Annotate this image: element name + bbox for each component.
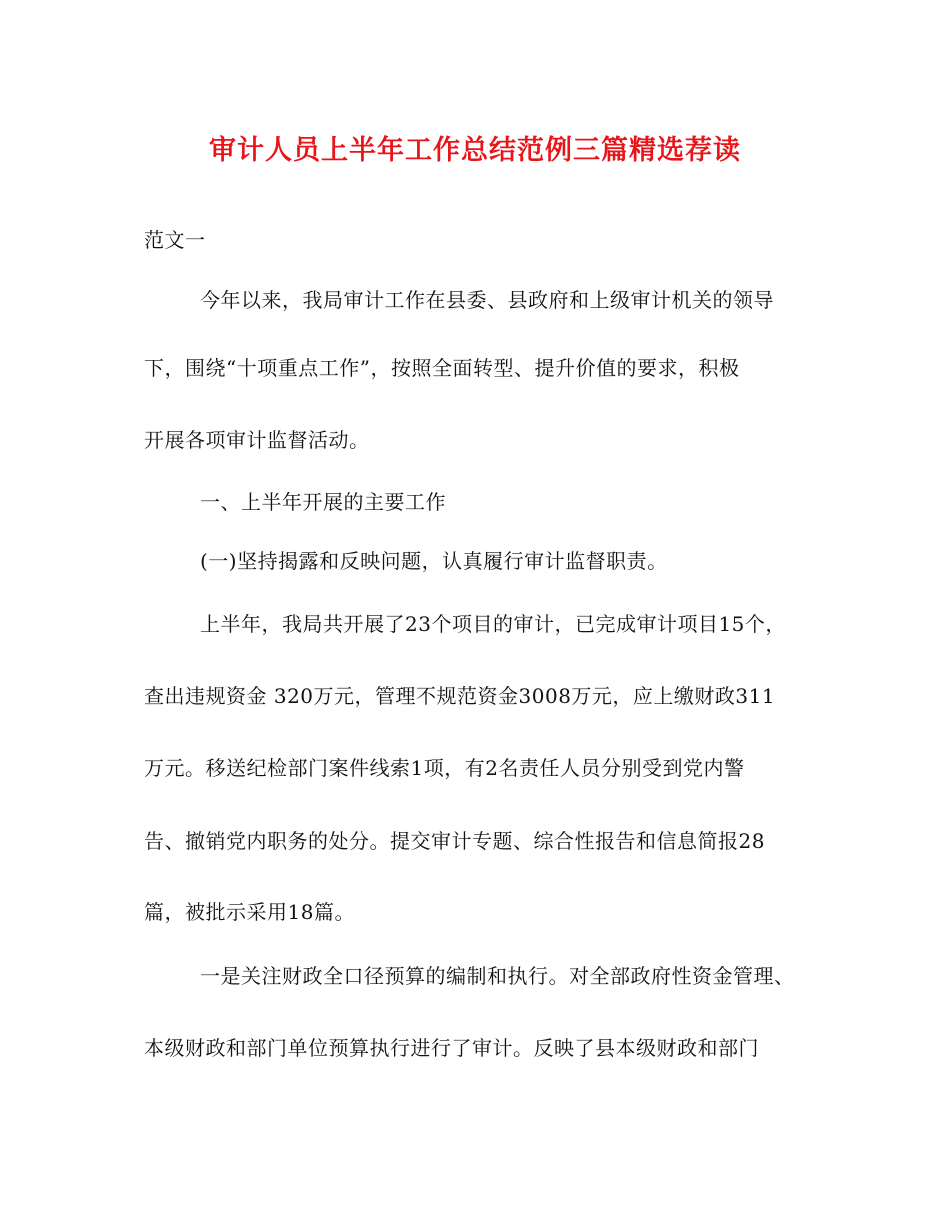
paragraph-line: 下，围绕“十项重点工作”，按照全面转型、提升价值的要求，积极	[144, 356, 740, 380]
paragraph-line: 今年以来，我局审计工作在县委、县政府和上级审计机关的领导	[200, 288, 774, 312]
paragraph-line: 开展各项审计监督活动。	[144, 428, 370, 452]
paragraph-line: 上半年，我局共开展了23个项目的审计，已完成审计项目15个，	[200, 612, 786, 636]
paragraph-line: 篇，被批示采用18篇。	[144, 900, 355, 924]
section-label: 范文一	[144, 228, 206, 252]
paragraph-line: 一是关注财政全口径预算的编制和执行。对全部政府性资金管理、	[200, 964, 795, 988]
paragraph-line: 查出违规资金 320万元，管理不规范资金3008万元，应上缴财政311	[144, 684, 776, 708]
paragraph-line: 告、撤销党内职务的处分。提交审计专题、综合性报告和信息简报28	[144, 829, 765, 853]
paragraph-line: 本级财政和部门单位预算执行进行了审计。反映了县本级财政和部门	[144, 1036, 759, 1060]
subsection-heading: (一)坚持揭露和反映问题，认真履行审计监督职责。	[200, 549, 668, 573]
paragraph-line: 万元。移送纪检部门案件线索1项，有2名责任人员分别受到党内警	[144, 756, 745, 780]
section-heading: 一、上半年开展的主要工作	[200, 490, 446, 514]
document-title: 审计人员上半年工作总结范例三篇精选荐读	[209, 135, 741, 166]
